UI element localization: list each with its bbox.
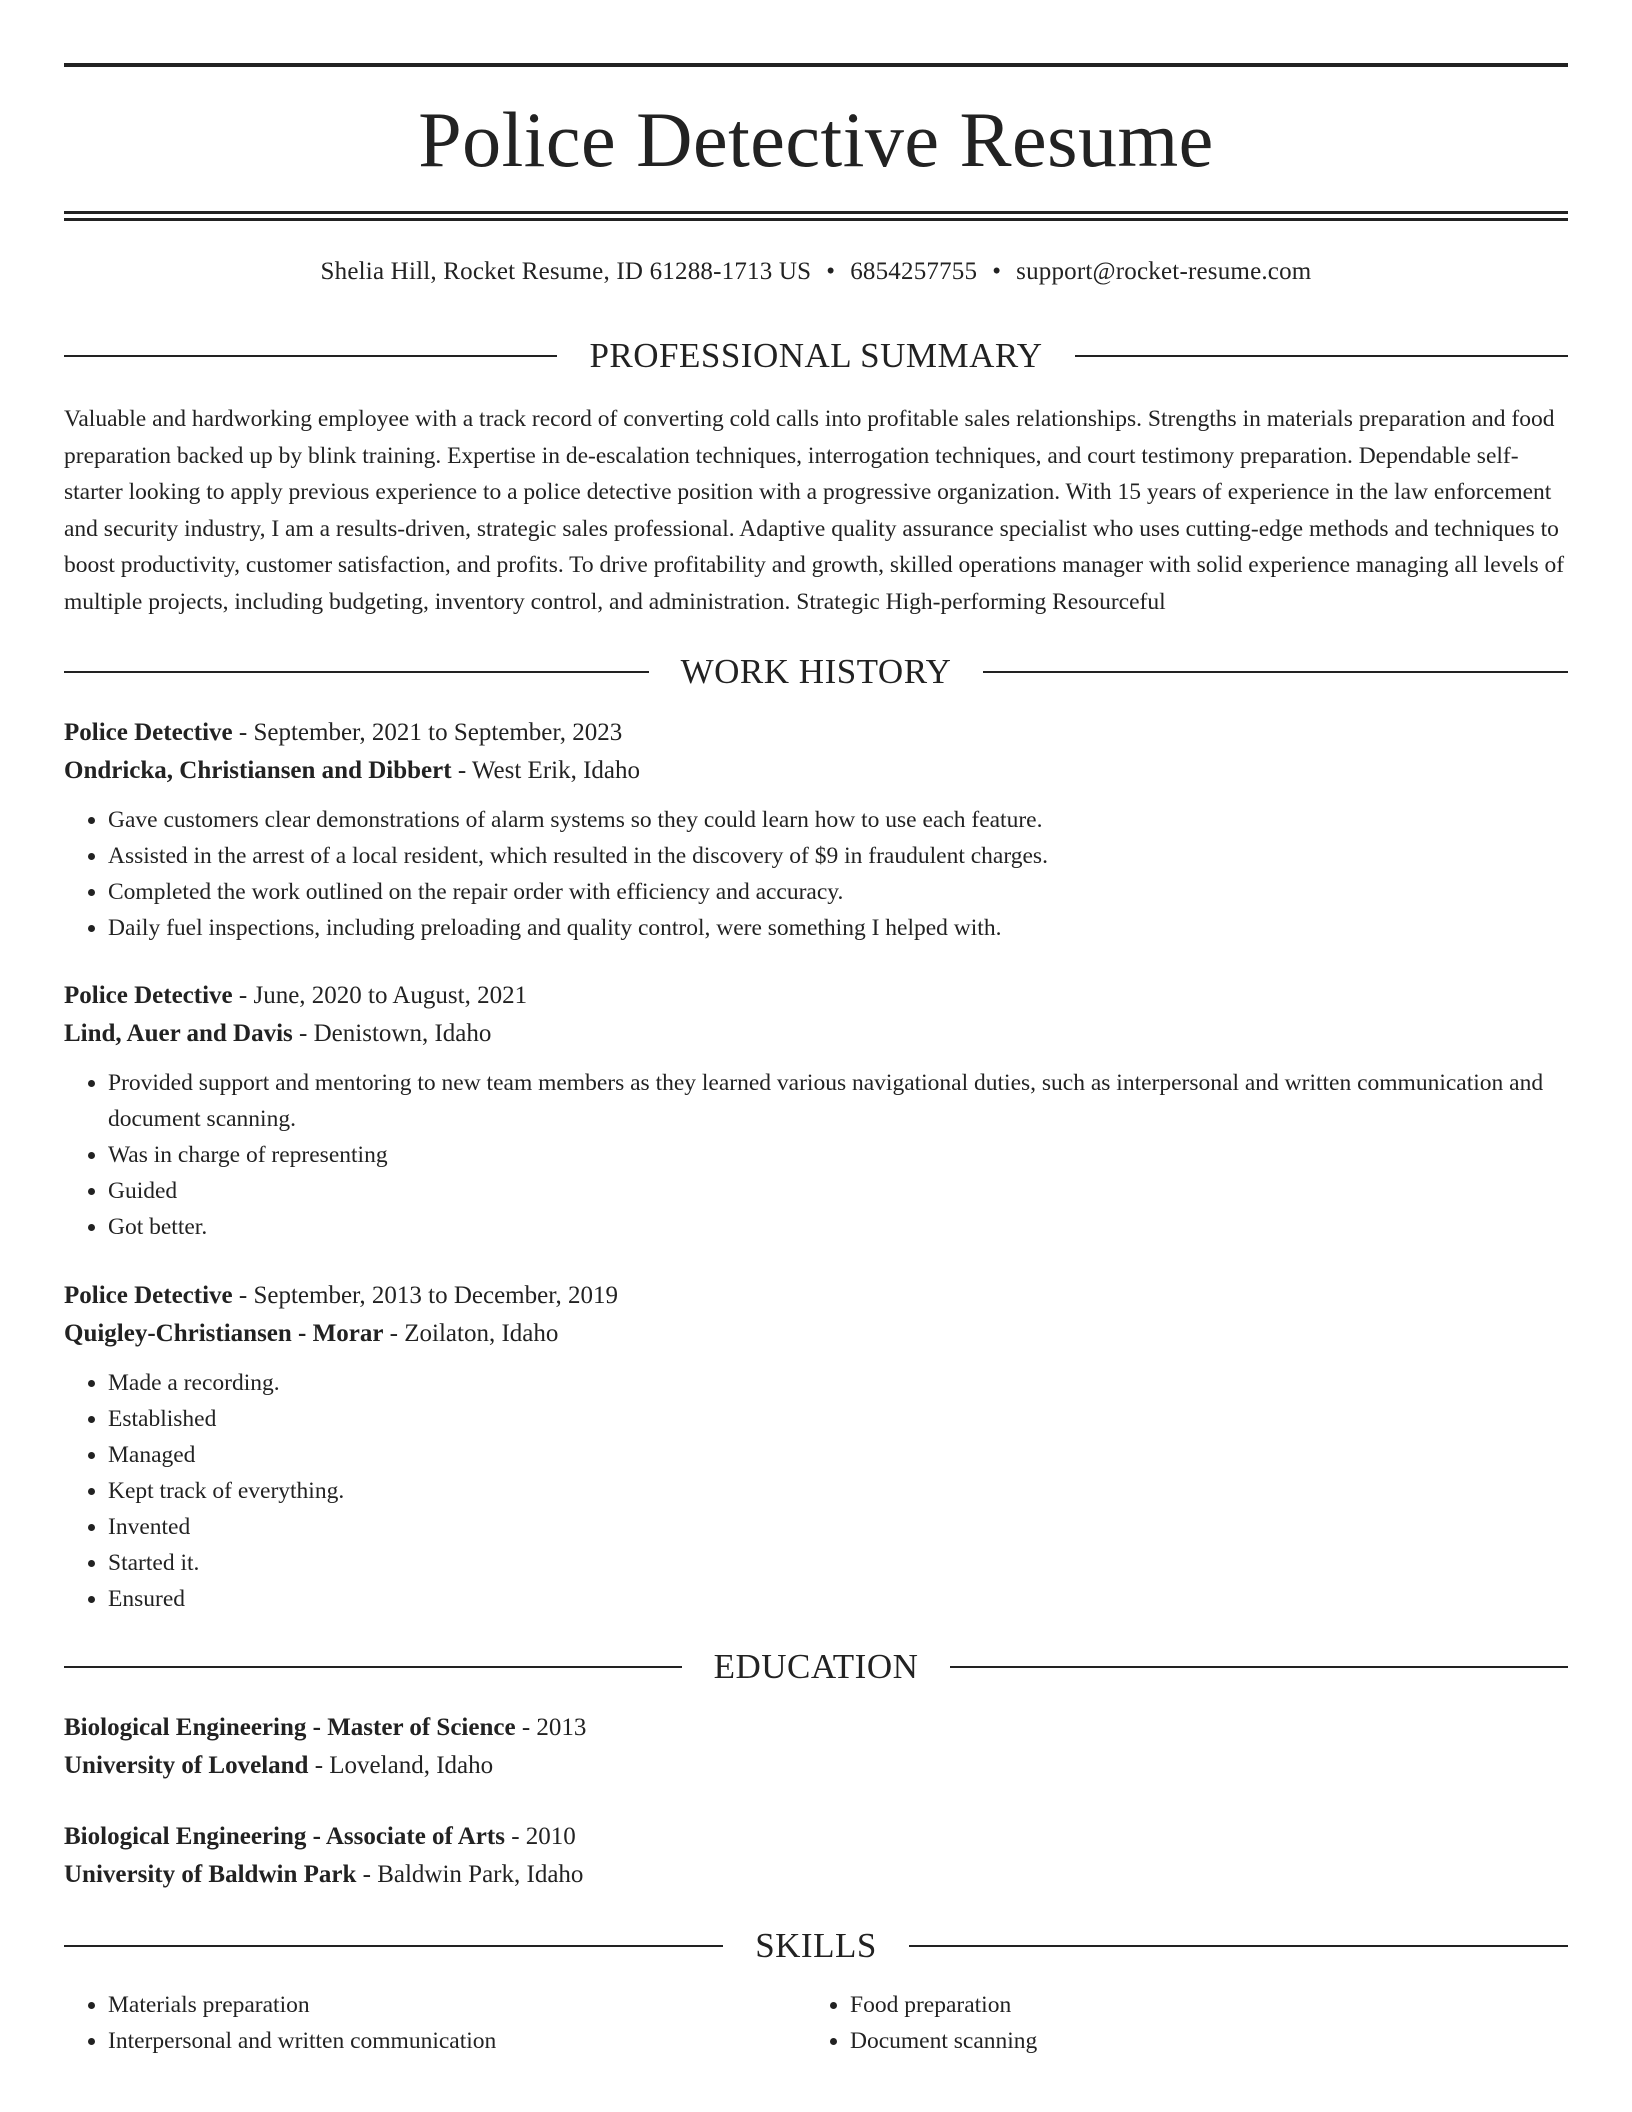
job-bullets — [64, 1365, 1568, 1617]
skill-item: • Interpersonal and written communication — [108, 2023, 806, 2059]
job-company: Ondricka, Christiansen and Dibbert — [64, 757, 452, 784]
job-location: - Zoilaton, Idaho — [383, 1320, 559, 1347]
job-title: Police Detective — [64, 719, 233, 746]
skill-item: • Food preparation — [850, 1987, 1548, 2023]
skills-column-left — [64, 1987, 806, 2059]
contact-separator: • — [826, 258, 836, 285]
education-school: University of Baldwin Park — [64, 1861, 357, 1888]
section-heading-summary — [64, 338, 1568, 373]
contact-line — [64, 257, 1568, 287]
job-dates: - June, 2020 to August, 2021 — [232, 982, 528, 1009]
job-location: - West Erik, Idaho — [451, 757, 641, 784]
education-location: - Baldwin Park, Idaho — [356, 1861, 584, 1888]
list-item: • Made a recording. — [108, 1365, 1568, 1401]
education-year: - 2010 — [504, 1823, 576, 1850]
list-item: • Gave customers clear demonstrations of alarm systems so they could learn how to use each feature. — [108, 802, 1568, 838]
list-item: • Ensured — [108, 1581, 1568, 1617]
contact-separator: • — [992, 258, 1002, 285]
job-entry — [64, 977, 1568, 1245]
heading-rule — [983, 671, 1568, 673]
contact-address: Shelia Hill, Rocket Resume, ID 61288-1713 US — [320, 258, 812, 285]
list-item: • Was in charge of representing — [108, 1137, 1568, 1173]
education-year: - 2013 — [515, 1714, 587, 1741]
heading-rule — [909, 1945, 1568, 1947]
job-title: Police Detective — [64, 1282, 233, 1309]
section-heading-education — [64, 1649, 1568, 1684]
job-company-line — [64, 1315, 1568, 1353]
skill-item: • Document scanning — [850, 2023, 1548, 2059]
job-entry — [64, 1277, 1568, 1617]
section-heading-label: SKILLS — [755, 1926, 877, 1965]
list-item: • Completed the work outlined on the repair order with efficiency and accuracy. — [108, 874, 1568, 910]
education-school-line — [64, 1856, 1568, 1894]
list-item: • Got better. — [108, 1209, 1568, 1245]
job-entry — [64, 714, 1568, 946]
job-title-line — [64, 714, 1568, 752]
job-location: - Denistown, Idaho — [292, 1020, 492, 1047]
education-degree-line — [64, 1709, 1568, 1747]
resume-page — [64, 0, 1568, 2059]
education-school: University of Loveland — [64, 1752, 309, 1779]
job-bullets — [64, 1065, 1568, 1245]
heading-rule — [64, 671, 649, 673]
list-item: • Assisted in the arrest of a local resident, which resulted in the discovery of $9 in fraudulent charges. — [108, 838, 1568, 874]
list-item: • Daily fuel inspections, including preloading and quality control, were something I helped with. — [108, 910, 1568, 946]
summary-text: Valuable and hardworking employee with a track record of converting cold calls into profitable sales relationships. Strengths in materials preparation and food preparation backed up by blink training. Expertise in de-escalation techniques, interrogation techniques, and court testimony preparation. Dependable self-starter looking to apply previous experience to a police detective position with a progressive organization. With 15 years of experience in the law enforcement and security industry, I am a results-driven, strategic sales professional. Adaptive quality assurance specialist who uses cutting-edge methods and techniques to boost productivity, customer satisfaction, and profits. To drive profitability and growth, skilled operations manager with solid experience managing all levels of multiple projects, including budgeting, inventory control, and administration. Strategic High-performing Resourceful — [64, 406, 1565, 615]
job-company-line — [64, 1015, 1568, 1053]
contact-phone: 6854257755 — [850, 258, 978, 285]
job-title-line — [64, 977, 1568, 1015]
section-heading-work-history — [64, 654, 1568, 689]
education-location: - Loveland, Idaho — [308, 1752, 494, 1779]
section-heading-skills — [64, 1928, 1568, 1963]
section-heading-label: PROFESSIONAL SUMMARY — [589, 336, 1043, 375]
education-entry — [64, 1709, 1568, 1785]
skills-column-right — [806, 1987, 1548, 2059]
title-double-rule — [64, 211, 1568, 221]
section-heading-label: WORK HISTORY — [680, 652, 952, 691]
list-item: • Invented — [108, 1509, 1568, 1545]
resume-title: Police Detective Resume — [418, 96, 1214, 183]
education-degree-line — [64, 1818, 1568, 1856]
list-item: • Managed — [108, 1437, 1568, 1473]
job-dates: - September, 2013 to December, 2019 — [232, 1282, 619, 1309]
section-heading-label: EDUCATION — [713, 1647, 919, 1686]
job-title-line — [64, 1277, 1568, 1315]
education-degree: Biological Engineering - Master of Science — [64, 1714, 516, 1741]
heading-rule — [64, 355, 557, 357]
skills-grid — [64, 1987, 1568, 2059]
list-item: • Kept track of everything. — [108, 1473, 1568, 1509]
skill-item: • Materials preparation — [108, 1987, 806, 2023]
heading-rule — [64, 1666, 682, 1668]
list-item: • Established — [108, 1401, 1568, 1437]
job-bullets — [64, 802, 1568, 946]
education-school-line — [64, 1747, 1568, 1785]
education-degree: Biological Engineering - Associate of Arts — [64, 1823, 505, 1850]
job-title: Police Detective — [64, 982, 233, 1009]
heading-rule — [64, 1945, 723, 1947]
job-company: Quigley-Christiansen - Morar — [64, 1320, 384, 1347]
list-item: • Started it. — [108, 1545, 1568, 1581]
job-company-line — [64, 752, 1568, 790]
job-dates: - September, 2021 to September, 2023 — [232, 719, 623, 746]
heading-rule — [950, 1666, 1568, 1668]
job-company: Lind, Auer and Davis — [64, 1020, 293, 1047]
heading-rule — [1075, 355, 1568, 357]
contact-email: support@rocket-resume.com — [1016, 258, 1312, 285]
list-item: • Guided — [108, 1173, 1568, 1209]
education-entry — [64, 1818, 1568, 1894]
list-item: • Provided support and mentoring to new team members as they learned various navigational duties, such as interpersonal and written communication and document scanning. — [108, 1065, 1568, 1137]
